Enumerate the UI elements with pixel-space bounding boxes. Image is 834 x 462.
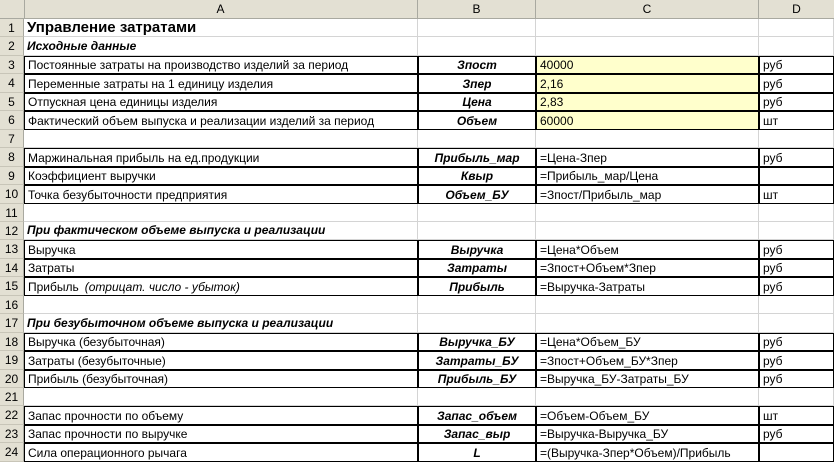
cell-d9[interactable] [759, 167, 834, 185]
cell-b10[interactable]: Объем_БУ [418, 185, 536, 204]
cell-c14[interactable]: =Зпост+Объем*Зпер [536, 259, 759, 277]
cell-d5[interactable]: руб [759, 93, 834, 111]
cell-a15-label: Прибыль [28, 280, 79, 294]
cell-d18[interactable]: руб [759, 333, 834, 351]
cell-c3[interactable]: 40000 [536, 56, 759, 74]
cell-c5[interactable]: 2,83 [536, 93, 759, 111]
cell-b1[interactable] [418, 19, 536, 37]
cell-b17[interactable] [418, 314, 536, 333]
cell-c18[interactable]: =Цена*Объем_БУ [536, 333, 759, 351]
cell-c22[interactable]: =Объем-Объем_БУ [536, 406, 759, 425]
row-header-6[interactable]: 6 [0, 111, 24, 130]
cell-b24[interactable]: L [418, 443, 536, 462]
cell-b9[interactable]: Квыр [418, 167, 536, 185]
cell-b3[interactable]: Зпост [418, 56, 536, 74]
cell-a22[interactable]: Запас прочности по объему [24, 406, 418, 425]
cell-a15[interactable] [24, 277, 418, 296]
cell-d6[interactable]: шт [759, 111, 834, 130]
row-header-3[interactable]: 3 [0, 56, 24, 74]
column-header-a[interactable]: A [24, 0, 418, 18]
cell-c6[interactable]: 60000 [536, 111, 759, 130]
cell-b8[interactable]: Прибыль_мар [418, 148, 536, 167]
row-header-9[interactable]: 9 [0, 167, 24, 185]
cell-a15-note: (отрицат. число - убыток) [84, 280, 240, 294]
cell-d22[interactable]: шт [759, 406, 834, 425]
cell-d19[interactable]: руб [759, 351, 834, 370]
cell-d20[interactable]: руб [759, 370, 834, 388]
cell-a10[interactable]: Точка безубыточности предприятия [24, 185, 418, 204]
cell-d8[interactable]: руб [759, 148, 834, 167]
cell-b14[interactable]: Затраты [418, 259, 536, 277]
row-header-23[interactable]: 23 [0, 425, 24, 443]
cell-b4[interactable]: Зпер [418, 74, 536, 93]
cell-d12[interactable] [759, 222, 834, 240]
row-header-14[interactable]: 14 [0, 259, 24, 277]
cell-b18[interactable]: Выручка_БУ [418, 333, 536, 351]
row-header-19[interactable]: 19 [0, 351, 24, 370]
row-header-10[interactable]: 10 [0, 185, 24, 204]
cell-a13[interactable]: Выручка [24, 240, 418, 259]
cell-d11[interactable] [759, 204, 834, 222]
cell-b20[interactable]: Прибыль_БУ [418, 370, 536, 388]
cell-a7[interactable] [24, 130, 418, 148]
cell-d1[interactable] [759, 19, 834, 37]
cell-a12[interactable]: При фактическом объеме выпуска и реализации [24, 222, 418, 240]
cell-c23[interactable]: =Выручка-Выручка_БУ [536, 425, 759, 443]
cell-a19[interactable]: Затраты (безубыточные) [24, 351, 418, 370]
row-header-7[interactable]: 7 [0, 130, 24, 148]
cell-a11[interactable] [24, 204, 418, 222]
column-header-c[interactable]: C [536, 0, 759, 18]
cell-b22[interactable]: Запас_объем [418, 406, 536, 425]
cell-b7[interactable] [418, 130, 536, 148]
cell-d14[interactable]: руб [759, 259, 834, 277]
select-all-corner[interactable] [0, 0, 25, 18]
cell-b21[interactable] [418, 388, 536, 406]
cell-c2[interactable] [536, 37, 759, 56]
row-header-1[interactable]: 1 [0, 19, 24, 37]
row-header-21[interactable]: 21 [0, 388, 24, 406]
cell-a5[interactable]: Отпускная цена единицы изделия [24, 93, 418, 111]
cell-a14[interactable]: Затраты [24, 259, 418, 277]
row-header-17[interactable]: 17 [0, 314, 24, 333]
cell-c13[interactable]: =Цена*Объем [536, 240, 759, 259]
cell-d10[interactable]: шт [759, 185, 834, 204]
cell-grid [24, 19, 834, 461]
cell-c8[interactable]: =Цена-Зпер [536, 148, 759, 167]
cell-a20[interactable]: Прибыль (безубыточная) [24, 370, 418, 388]
cell-c17[interactable] [536, 314, 759, 333]
cell-a8[interactable]: Маржинальная прибыль на ед.продукции [24, 148, 418, 167]
cell-c9[interactable]: =Прибыль_мар/Цена [536, 167, 759, 185]
cell-a6[interactable]: Фактический объем выпуска и реализации изделий за период [24, 111, 418, 130]
cell-d4[interactable]: руб [759, 74, 834, 93]
cell-b13[interactable]: Выручка [418, 240, 536, 259]
cell-c19[interactable]: =Зпост+Объем_БУ*Зпер [536, 351, 759, 370]
row-header-2[interactable]: 2 [0, 37, 24, 56]
cell-c4[interactable]: 2,16 [536, 74, 759, 93]
row-header-18[interactable]: 18 [0, 333, 24, 351]
cell-b12[interactable] [418, 222, 536, 240]
cell-d23[interactable]: руб [759, 425, 834, 443]
row-header-5[interactable]: 5 [0, 93, 24, 111]
cell-d7[interactable] [759, 130, 834, 148]
cell-d2[interactable] [759, 37, 834, 56]
cell-a21[interactable] [24, 388, 418, 406]
cell-d3[interactable]: руб [759, 56, 834, 74]
cell-a16[interactable] [24, 296, 418, 314]
cell-a23[interactable]: Запас прочности по выручке [24, 425, 418, 443]
cell-c24[interactable]: =(Выручка-Зпер*Объем)/Прибыль [536, 443, 759, 462]
cell-b6[interactable]: Объем [418, 111, 536, 130]
cell-a9[interactable]: Коэффициент выручки [24, 167, 418, 185]
cell-d16[interactable] [759, 296, 834, 314]
cell-d13[interactable]: руб [759, 240, 834, 259]
cell-a3[interactable]: Постоянные затраты на производство изделий за период [24, 56, 418, 74]
cell-a4[interactable]: Переменные затраты на 1 единицу изделия [24, 74, 418, 93]
column-header-b[interactable]: B [418, 0, 536, 18]
cell-d21[interactable] [759, 388, 834, 406]
cell-a2[interactable]: Исходные данные [24, 37, 418, 56]
cell-a18[interactable]: Выручка (безубыточная) [24, 333, 418, 351]
row-header-13[interactable]: 13 [0, 240, 24, 259]
row-header-11[interactable]: 11 [0, 204, 24, 222]
cell-c12[interactable] [536, 222, 759, 240]
cell-c10[interactable]: =Зпост/Прибыль_мар [536, 185, 759, 204]
cell-d15[interactable]: руб [759, 277, 834, 296]
cell-c20[interactable]: =Выручка_БУ-Затраты_БУ [536, 370, 759, 388]
row-header-22[interactable]: 22 [0, 406, 24, 425]
cell-b5[interactable]: Цена [418, 93, 536, 111]
cell-c15[interactable]: =Выручка-Затраты [536, 277, 759, 296]
row-header-24[interactable]: 24 [0, 443, 24, 462]
row-header-12[interactable]: 12 [0, 222, 24, 240]
row-header-15[interactable]: 15 [0, 277, 24, 296]
row-header-20[interactable]: 20 [0, 370, 24, 388]
row-header-8[interactable]: 8 [0, 148, 24, 167]
cell-c16[interactable] [536, 296, 759, 314]
cell-b23[interactable]: Запас_выр [418, 425, 536, 443]
cell-c1[interactable] [536, 19, 759, 37]
cell-a1[interactable]: Управление затратами [24, 19, 418, 37]
cell-d24[interactable] [759, 443, 834, 462]
cell-b11[interactable] [418, 204, 536, 222]
cell-c7[interactable] [536, 130, 759, 148]
column-header-d[interactable]: D [792, 2, 801, 16]
cell-c21[interactable] [536, 388, 759, 406]
cell-c11[interactable] [536, 204, 759, 222]
row-header-4[interactable]: 4 [0, 74, 24, 93]
cell-d17[interactable] [759, 314, 834, 333]
column-header-row [0, 0, 834, 19]
cell-b16[interactable] [418, 296, 536, 314]
cell-a17[interactable]: При безубыточном объеме выпуска и реализации [24, 314, 418, 333]
cell-b2[interactable] [418, 37, 536, 56]
cell-b15[interactable]: Прибыль [418, 277, 536, 296]
row-header-16[interactable]: 16 [0, 296, 24, 314]
cell-b19[interactable]: Затраты_БУ [418, 351, 536, 370]
cell-a24[interactable]: Сила операционного рычага [24, 443, 418, 462]
